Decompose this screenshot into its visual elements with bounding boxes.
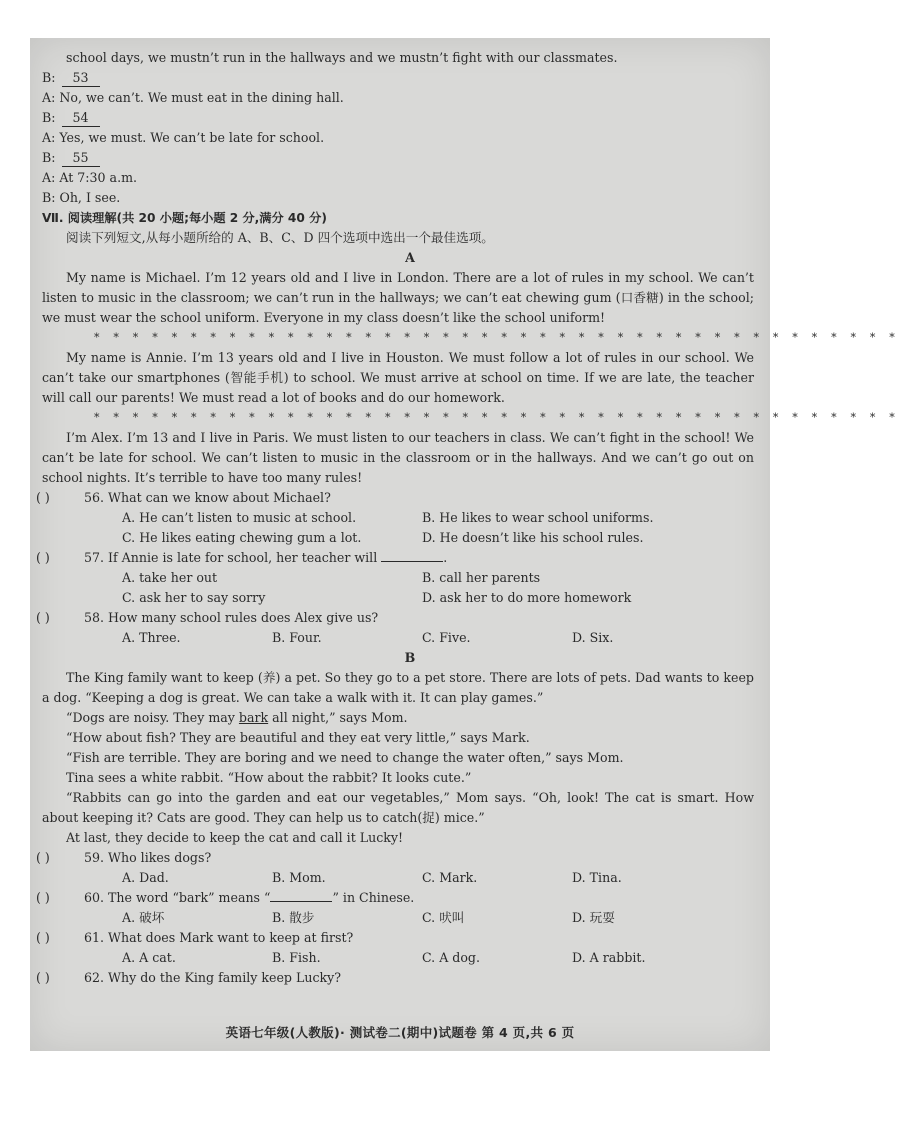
option-d[interactable]: D. 玩耍 [572,910,615,925]
passage-b-line: “Fish are terrible. They are boring and we need to change the water often,” says Mom. [66,750,624,765]
passage-a-paragraph-1: My name is Michael. I’m 12 years old and I live in London. There are a lot of rules in my school. We can’t listen to music in the classroom; we can’t run in the hallways; we can’t eat chewing gum (口香糖) in the school; we must wear the school uniform. Everyone in my class doesn’t like the school uniform! [42,270,754,325]
question-stem: 62. Why do the King family keep Lucky? [84,970,342,985]
options-row [66,908,754,928]
question-61 [36,928,754,948]
option-a[interactable]: A. He can’t listen to music at school. [122,510,357,525]
option-d[interactable]: D. Six. [572,630,614,645]
passage-b-line: Tina sees a white rabbit. “How about the rabbit? It looks cute.” [66,770,472,785]
option-c[interactable]: C. Five. [422,630,471,645]
passage-b-paragraph-1: The King family want to keep (养) a pet. So they go to a pet store. There are lots of pets. Dad wants to keep a dog. “Keeping a dog is great. We can take a walk with it. It can play games.” [42,670,754,705]
option-a[interactable]: A. Dad. [122,870,169,885]
section-heading: Ⅶ. 阅读理解(共 20 小题;每小题 2 分,满分 40 分) [42,211,327,225]
passage-b-line: “How about fish? They are beautiful and they eat very little,” says Mark. [66,730,530,745]
dialogue-line: B: 54 [42,108,754,128]
passage-a-label: A [405,250,415,265]
option-c[interactable]: C. Mark. [422,870,478,885]
option-a[interactable]: A. Three. [122,630,181,645]
option-d[interactable]: D. A rabbit. [572,950,646,965]
dialogue-line: B: Oh, I see. [42,190,121,205]
answer-paren[interactable]: ( ) [36,890,50,905]
fill-blank[interactable] [270,889,332,902]
passage-b-line: “Dogs are noisy. They may bark all night,” says Mom. [66,710,408,725]
answer-paren[interactable]: ( ) [36,550,50,565]
section-instruction: 阅读下列短文,从每小题所给的 A、B、C、D 四个选项中选出一个最佳选项。 [66,230,494,245]
option-c[interactable]: C. He likes eating chewing gum a lot. [122,530,362,545]
passage-b-paragraph: “Rabbits can go into the garden and eat our vegetables,” Mom says. “Oh, look! The cat is smart. How about keeping it? Cats are good. They can help us to catch(捉) mice.” [42,790,754,825]
fill-blank[interactable] [381,549,443,562]
options-row [66,528,754,548]
question-stem: 58. How many school rules does Alex give us? [84,610,379,625]
star-divider: * * * * * * * * * * * * * * * * * * * * * * * * * * * * * * * * * * * * * * * * * * [94,411,900,424]
question-stem: 59. Who likes dogs? [84,850,212,865]
dialogue-line: school days, we mustn’t run in the hallways and we mustn’t fight with our classmates. [66,50,618,65]
question-stem: 61. What does Mark want to keep at first? [84,930,354,945]
answer-paren[interactable]: ( ) [36,970,50,985]
question-stem: 57. If Annie is late for school, her teacher will . [84,550,448,565]
answer-paren[interactable]: ( ) [36,930,50,945]
option-c[interactable]: C. 吠叫 [422,910,465,925]
answer-blank-53[interactable]: 53 [62,70,100,87]
options-row [66,628,754,648]
options-row [66,868,754,888]
question-stem: 60. The word “bark” means “ ” in Chinese. [84,890,415,905]
dialogue-line: B: 53 [42,68,754,88]
answer-paren[interactable]: ( ) [36,850,50,865]
dialogue-line: B: 55 [42,148,754,168]
passage-a-paragraph-2: My name is Annie. I’m 13 years old and I live in Houston. We must follow a lot of rules in our school. We can’t take our smartphones (智能手机) to school. We must arrive at school on time. If we are late, the teacher will call our parents! We must read a lot of books and do our homework. [42,350,754,405]
answer-blank-54[interactable]: 54 [62,110,100,127]
option-a[interactable]: A. 破坏 [122,910,165,925]
options-row [66,948,754,968]
options-row [66,508,754,528]
question-60 [36,888,754,908]
option-a[interactable]: A. A cat. [122,950,176,965]
page-footer: 英语七年级(人教版)· 测试卷二(期中)试题卷 第 4 页,共 6 页 [225,1025,575,1040]
question-58 [36,608,754,628]
answer-paren[interactable]: ( ) [36,490,50,505]
options-row [66,588,754,608]
passage-b-label: B [404,650,416,665]
answer-blank-55[interactable]: 55 [62,150,100,167]
passage-a-paragraph-3: I’m Alex. I’m 13 and I live in Paris. We must listen to our teachers in class. We can’t fight in the school! We can’t be late for school. We can’t listen to music in the classroom or in the hallways. And we can’t go out on school nights. It’s terrible to have too many rules! [42,430,754,485]
question-59 [36,848,754,868]
option-d[interactable]: D. He doesn’t like his school rules. [422,530,644,545]
question-62 [36,968,754,988]
answer-paren[interactable]: ( ) [36,610,50,625]
passage-b-line: At last, they decide to keep the cat and call it Lucky! [66,830,404,845]
option-b[interactable]: B. Four. [272,630,322,645]
question-stem: 56. What can we know about Michael? [84,490,331,505]
options-row [66,568,754,588]
option-d[interactable]: D. ask her to do more homework [422,590,632,605]
dialogue-line: A: Yes, we must. We can’t be late for school. [42,130,325,145]
question-57 [36,548,754,568]
page-content [36,48,900,988]
star-divider: * * * * * * * * * * * * * * * * * * * * * * * * * * * * * * * * * * * * * * * * * * [94,331,900,344]
option-b[interactable]: B. He likes to wear school uniforms. [422,510,654,525]
option-a[interactable]: A. take her out [122,570,218,585]
option-b[interactable]: B. call her parents [422,570,541,585]
option-c[interactable]: C. A dog. [422,950,480,965]
dialogue-line: A: No, we can’t. We must eat in the dining hall. [42,90,344,105]
question-56 [36,488,754,508]
option-c[interactable]: C. ask her to say sorry [122,590,266,605]
option-b[interactable]: B. 散步 [272,910,315,925]
option-b[interactable]: B. Mom. [272,870,326,885]
option-b[interactable]: B. Fish. [272,950,321,965]
dialogue-line: A: At 7:30 a.m. [42,170,138,185]
underlined-word-bark: bark [238,710,269,725]
option-d[interactable]: D. Tina. [572,870,622,885]
